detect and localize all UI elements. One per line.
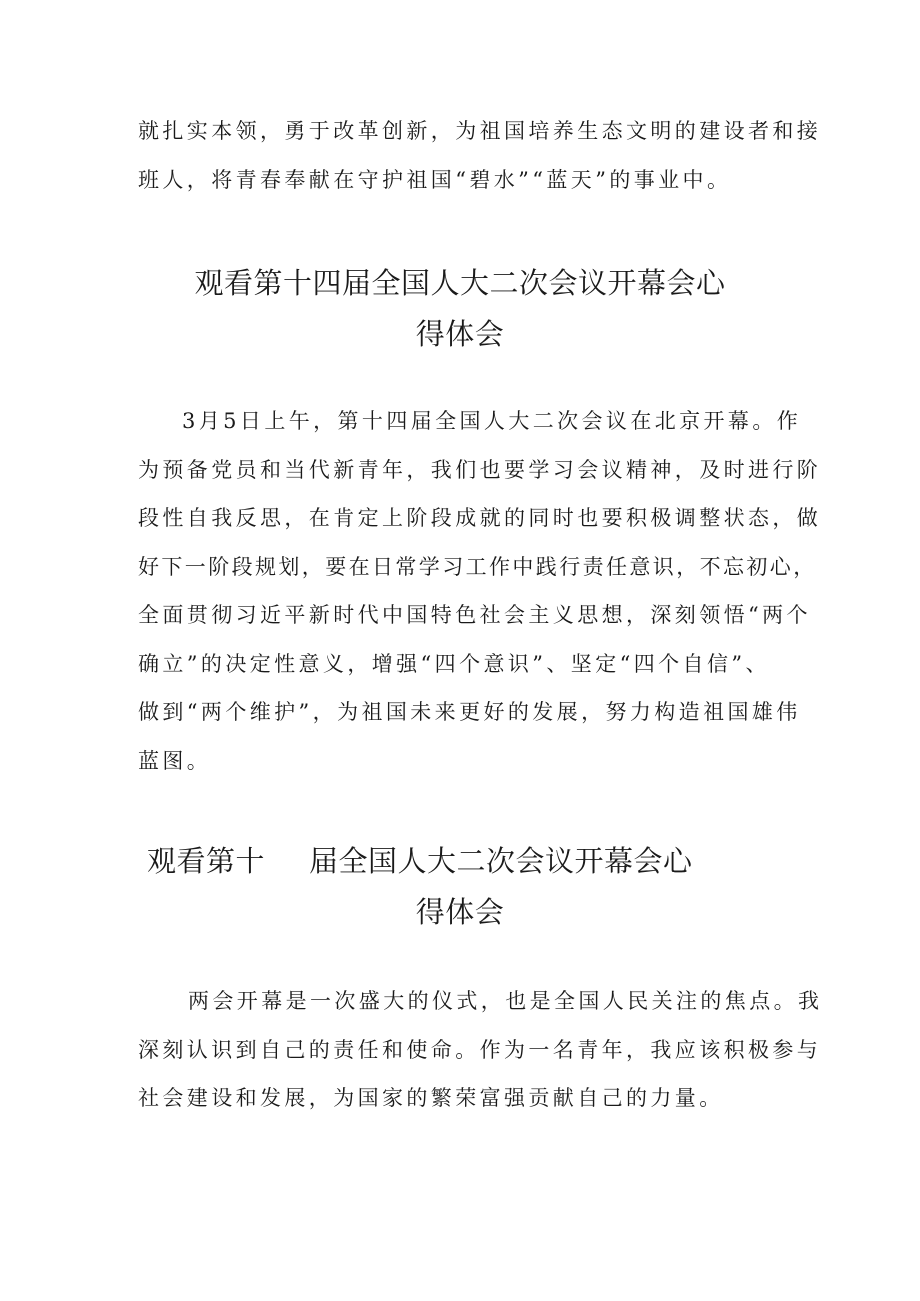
title-line: 观看第十四届全国人大二次会议开幕会心	[194, 266, 726, 300]
paragraph-line: 社会建设和发展，为国家的繁荣富强贡献自己的力量。	[138, 1086, 724, 1110]
section2-title	[100, 836, 820, 938]
title-part: 届全国人大二次会议开幕会心	[309, 844, 693, 878]
title-line	[100, 836, 820, 887]
section1-paragraph	[138, 397, 822, 785]
paragraph-line: 段性自我反思，在肯定上阶段成就的同时也要积极调整状态，做	[138, 506, 822, 530]
section2-paragraph	[138, 977, 823, 1123]
paragraph-line: 好下一阶段规划，要在日常学习工作中践行责任意识，不忘初心，	[138, 554, 817, 579]
paragraph-line: 3月5日上午，第十四届全国人大二次会议在北京开幕。作	[182, 409, 802, 433]
title-line: 得体会	[415, 895, 505, 929]
title-line: 得体会	[415, 317, 505, 351]
paragraph-line: 就扎实本领，勇于改革创新，为祖国培养生态文明的建设者和接	[138, 119, 822, 143]
paragraph-line: 深刻认识到自己的责任和使命。作为一名青年，我应该积极参与	[138, 1037, 822, 1062]
paragraph-line: 两会开幕是一次盛大的仪式，也是全国人民关注的焦点。我	[188, 989, 823, 1013]
paragraph-line: 蓝图。	[138, 748, 212, 773]
title-part: 观看第十	[147, 844, 266, 878]
paragraph-top	[138, 107, 822, 204]
paragraph-line: 确立”的决定性意义，增强“四个意识”、坚定“四个自信”、	[138, 651, 770, 676]
paragraph-line: 做到“两个维护”，为祖国未来更好的发展，努力构造祖国雄伟	[138, 700, 801, 724]
paragraph-line: 为预备党员和当代新青年，我们也要学习会议精神，及时进行阶	[138, 457, 822, 482]
paragraph-line: 全面贯彻习近平新时代中国特色社会主义思想，深刻领悟“两个	[138, 603, 811, 627]
paragraph-line: 班人，将青春奉献在守护祖国“碧水”“蓝天”的事业中。	[138, 167, 732, 192]
section1-title	[100, 258, 820, 360]
